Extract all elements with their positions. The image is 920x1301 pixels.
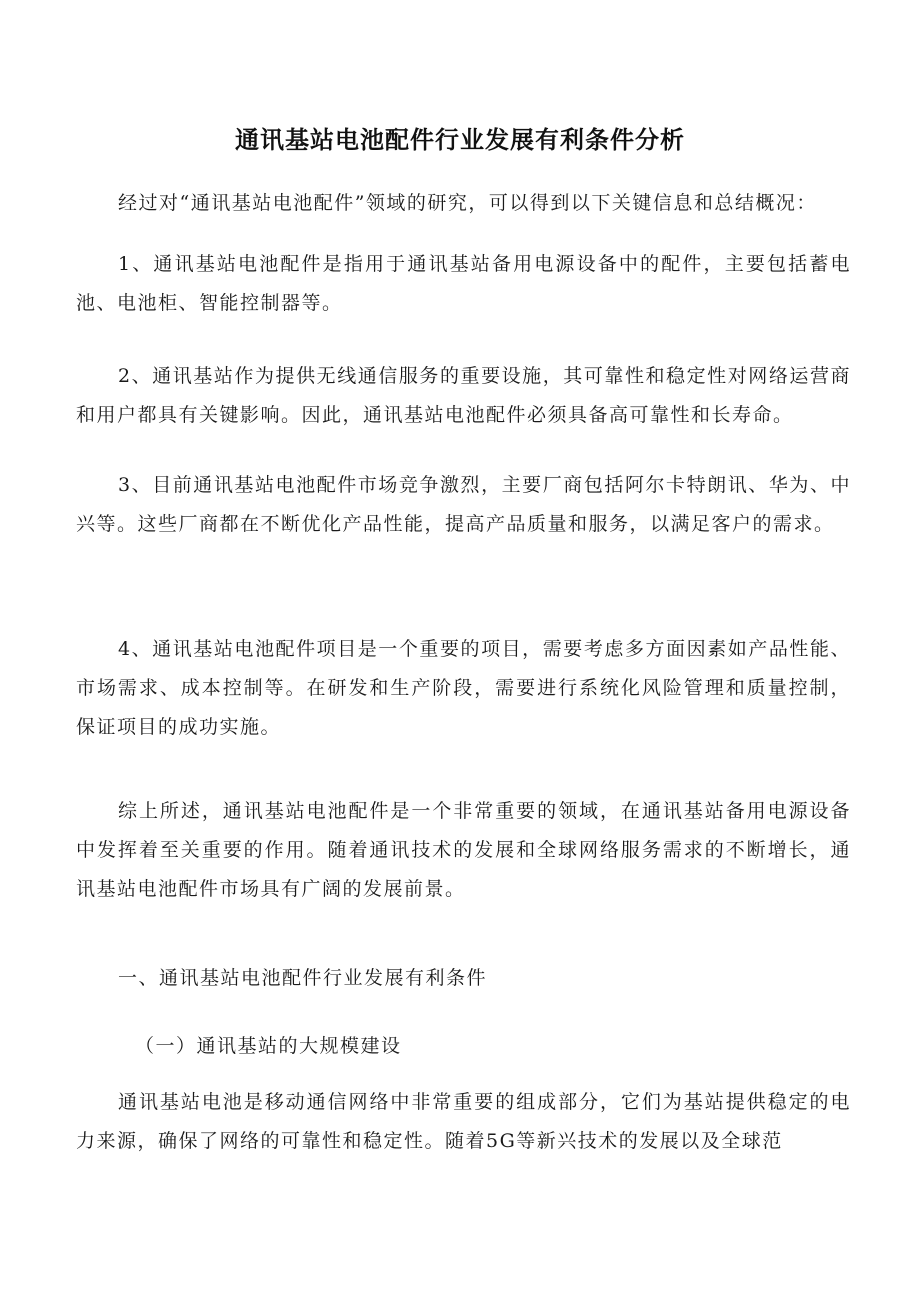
- summary-paragraph: 综上所述，通讯基站电池配件是一个非常重要的领域，在通讯基站备用电源设备中发挥着至关重要的作用。随着通讯技术的发展和全球网络服务需求的不断增长，通讯基站电池配件市场具有广阔的发展前景。: [76, 800, 851, 900]
- intro-paragraph: 经过对“通讯基站电池配件”领域的研究，可以得到以下关键信息和总结概况：: [118, 192, 817, 214]
- subsection-heading: （一）通讯基站的大规模建设: [135, 1035, 402, 1057]
- point-3-paragraph: 3、目前通讯基站电池配件市场竞争激烈，主要厂商包括阿尔卡特朗讯、华为、中兴等。这些厂商都在不断优化产品性能，提高产品质量和服务，以满足客户的需求。: [76, 474, 851, 535]
- point-1-paragraph: 1、通讯基站电池配件是指用于通讯基站备用电源设备中的配件，主要包括蓄电池、电池柜、智能控制器等。: [76, 253, 851, 314]
- subsection-body-paragraph: 通讯基站电池是移动通信网络中非常重要的组成部分，它们为基站提供稳定的电力来源，确保了网络的可靠性和稳定性。随着5G等新兴技术的发展以及全球范: [76, 1091, 851, 1152]
- point-2-paragraph: 2、通讯基站作为提供无线通信服务的重要设施，其可靠性和稳定性对网络运营商和用户都具有关键影响。因此，通讯基站电池配件必须具备高可靠性和长寿命。: [76, 365, 851, 426]
- point-4-paragraph: 4、通讯基站电池配件项目是一个重要的项目，需要考虑多方面因素如产品性能、市场需求、成本控制等。在研发和生产阶段，需要进行系统化风险管理和质量控制，保证项目的成功实施。: [76, 638, 851, 738]
- section-heading: 一、通讯基站电池配件行业发展有利条件: [118, 967, 488, 989]
- document-title: 通讯基站电池配件行业发展有利条件分析: [235, 126, 685, 154]
